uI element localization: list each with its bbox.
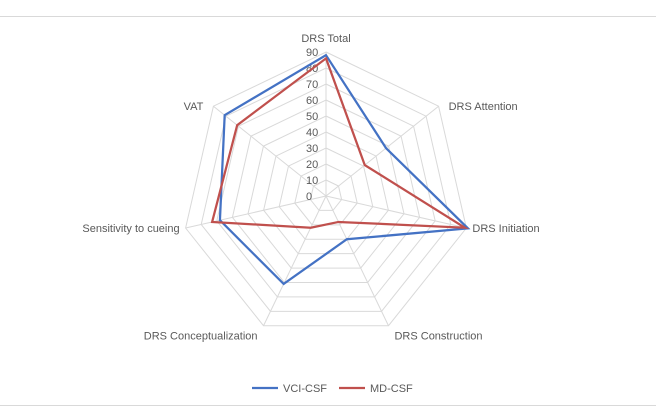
legend-label-1: VCI-CSF [283,383,327,395]
radar-grid [183,52,467,326]
category-label: DRS Conceptualization [143,330,258,343]
legend-label-2: MD-CSF [370,383,413,395]
r-tick-label: 0 [306,191,313,203]
r-tick-label: 40 [306,127,319,139]
category-label: VAT [183,101,204,114]
r-tick-label: 80 [306,63,319,75]
category-label: DRS Construction [394,330,483,343]
category-label: Sensitivity to cueing [82,223,180,236]
r-tick-label: 10 [306,175,319,187]
r-tick-label: 90 [306,47,319,59]
r-tick-label: 20 [306,159,319,171]
category-label: DRS Attention [448,101,518,114]
r-tick-label: 30 [306,143,319,155]
series-lines [212,55,468,284]
series-line-2 [212,58,465,227]
category-label: DRS Initiation [472,223,540,236]
r-tick-label: 50 [306,111,319,123]
category-label: DRS Total [301,33,351,45]
r-tick-label: 70 [306,79,319,91]
grid-spoke [326,196,388,326]
r-tick-label: 60 [306,95,319,107]
legend [252,383,413,395]
